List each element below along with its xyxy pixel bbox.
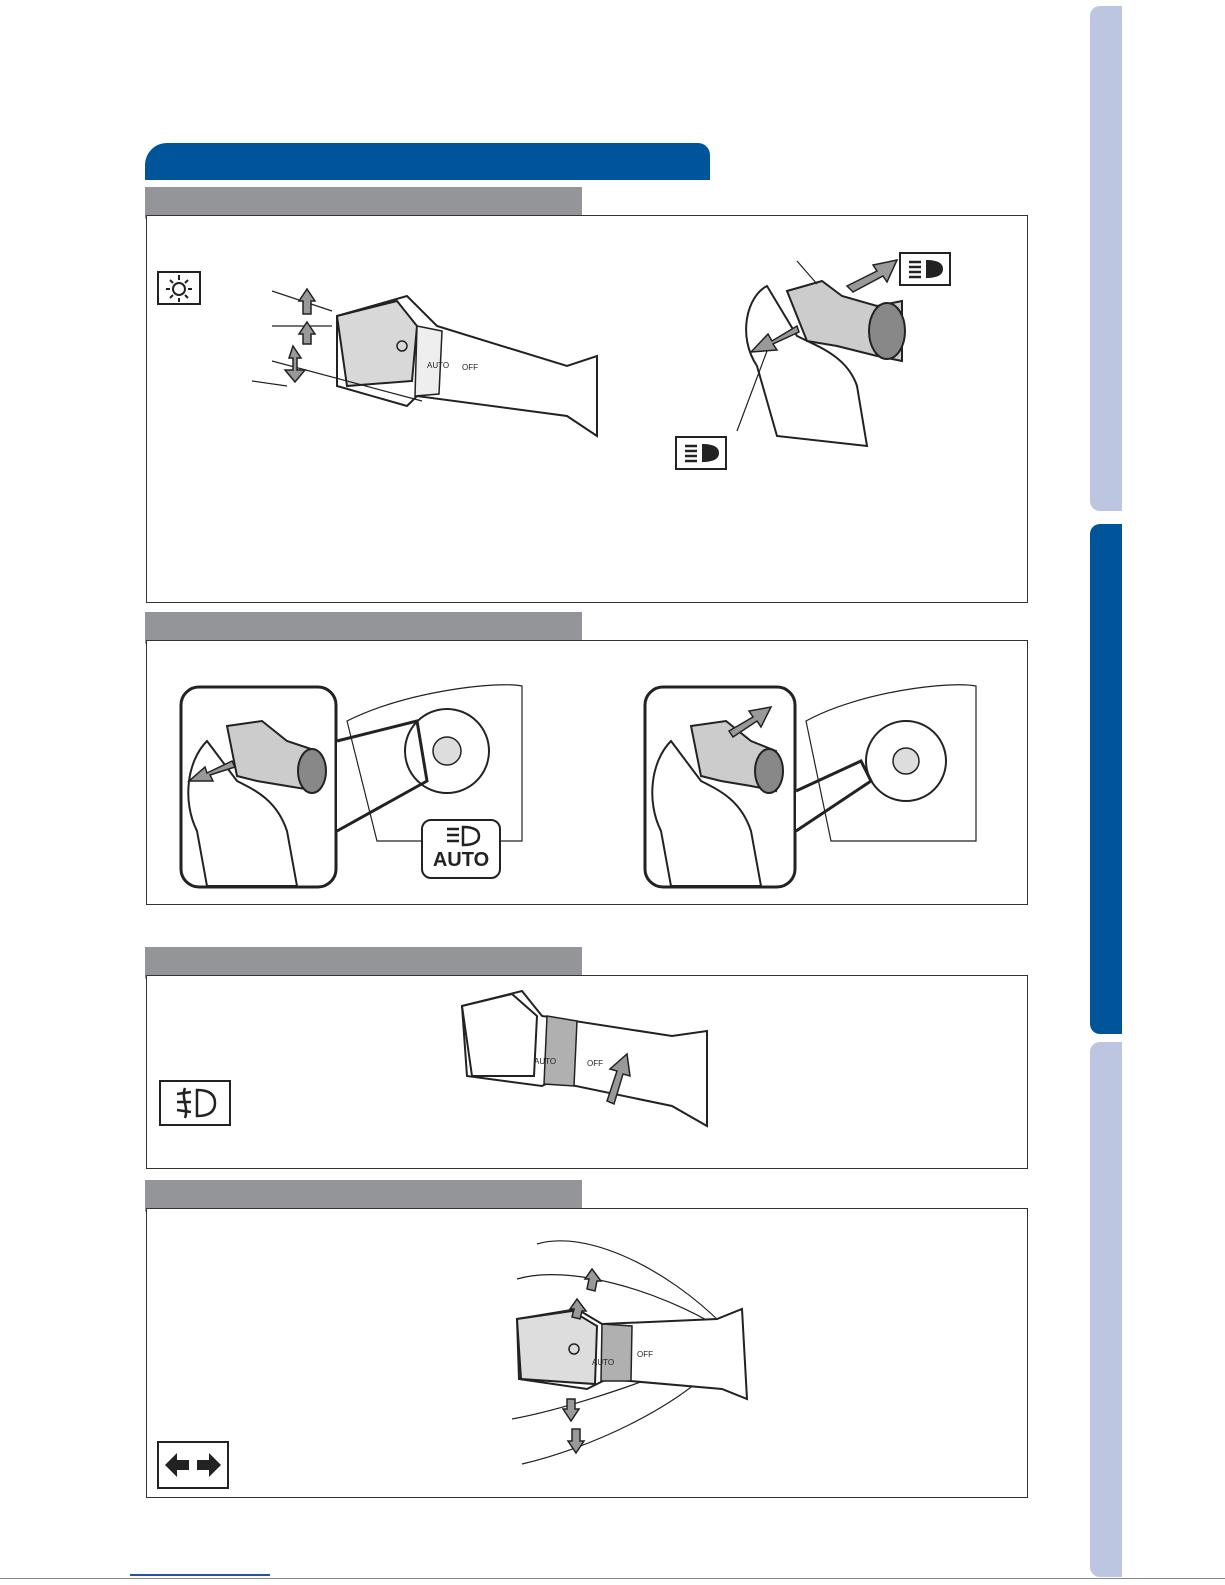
high-beam-hand-illustration <box>737 256 957 456</box>
turn-signal-lever-illustration <box>507 1229 777 1474</box>
section-header-bar <box>145 143 710 180</box>
panel-auto-high-beam <box>146 640 1028 905</box>
panel-turn-signals <box>146 1208 1028 1498</box>
fog-lever-auto-label: AUTO <box>534 1057 557 1066</box>
turn-signal-arrows-icon <box>157 1441 229 1489</box>
fog-light-lever-illustration <box>452 986 722 1136</box>
turn-lever-auto-label: AUTO <box>592 1358 615 1367</box>
auto-high-beam-off-illustration <box>641 681 981 891</box>
panel-fog-light <box>146 975 1028 1169</box>
fog-lever-off-label: OFF <box>587 1059 603 1068</box>
lever-auto-label: AUTO <box>427 361 450 370</box>
auto-badge-text: AUTO <box>432 849 490 871</box>
lamp-sun-icon <box>157 271 201 305</box>
high-beam-icon <box>899 252 951 286</box>
auto-high-beam-icon <box>421 819 501 879</box>
turn-lever-off-label: OFF <box>637 1350 653 1359</box>
footer-rule <box>0 1578 1225 1579</box>
fog-light-icon <box>159 1080 231 1126</box>
side-tab-3[interactable] <box>1090 1042 1122 1577</box>
lever-off-label: OFF <box>462 363 478 372</box>
side-tab-1[interactable] <box>1090 6 1122 511</box>
headlight-lever-illustration <box>267 286 607 456</box>
panel-headlights <box>146 215 1028 603</box>
footer-link-underline[interactable] <box>130 1574 270 1576</box>
side-tab-2[interactable] <box>1090 524 1122 1034</box>
high-beam-flash-icon <box>675 436 727 470</box>
